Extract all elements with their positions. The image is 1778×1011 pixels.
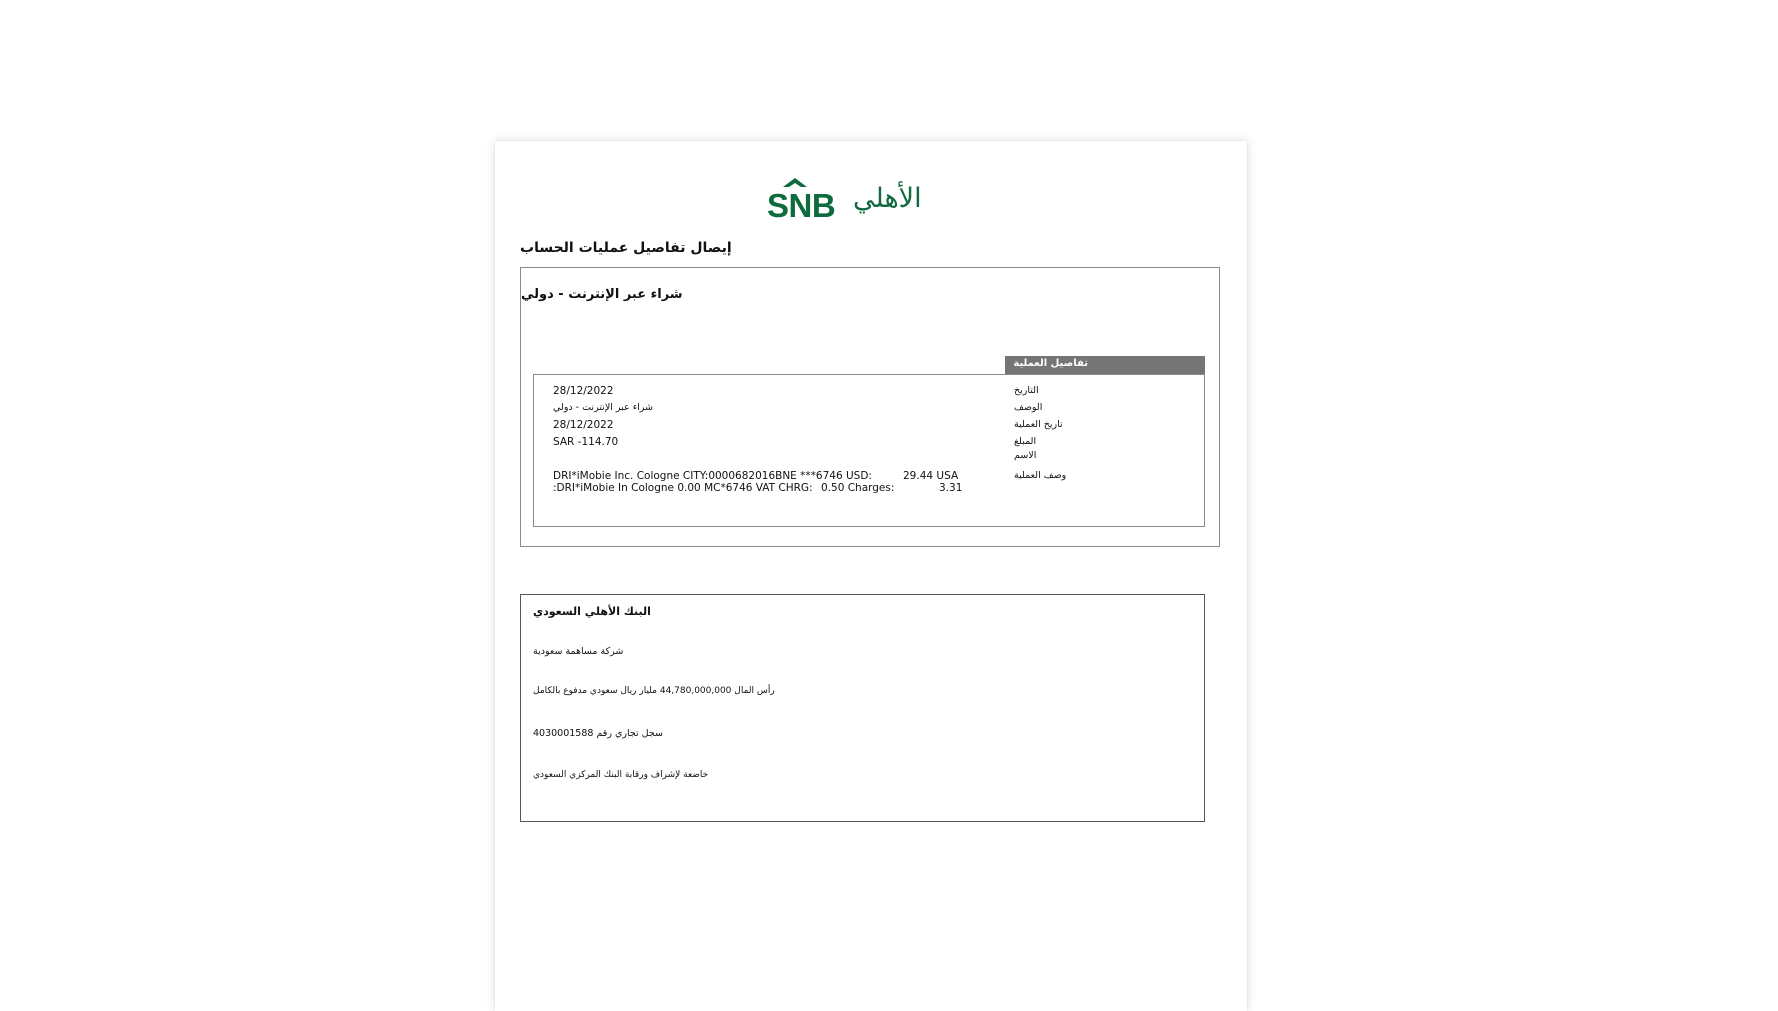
bank-company-type: شركة مساهمة سعودية bbox=[533, 646, 624, 657]
receipt-title: إيصال تفاصيل عمليات الحساب bbox=[520, 240, 732, 256]
transaction-desc-line2-charges: 0.50 Charges: bbox=[821, 482, 895, 494]
section-header-tab: تفاصيل العملية bbox=[1005, 356, 1205, 374]
description-label: الوصف bbox=[1014, 402, 1043, 413]
transaction-desc-line2-amount: 3.31 bbox=[939, 482, 963, 494]
bank-info-box bbox=[520, 594, 1205, 822]
name-label: الاسم bbox=[1014, 450, 1037, 461]
transaction-desc-line2: :DRI*iMobie In Cologne 0.00 MC*6746 VAT CHRG: bbox=[553, 482, 813, 494]
transaction-box bbox=[520, 267, 1220, 547]
transaction-desc-line1: DRI*iMobie Inc. Cologne CITY:0000682016BNE ***6746 USD: bbox=[553, 470, 872, 482]
amount-label: المبلغ bbox=[1014, 436, 1037, 447]
bank-regulator: خاضعة لإشراف ورقابة البنك المركزي السعودي bbox=[533, 770, 709, 780]
transaction-date-value: 28/12/2022 bbox=[553, 419, 614, 431]
bank-capital: رأس المال 44,780,000,000 مليار ريال سعودي مدفوع بالكامل bbox=[533, 686, 775, 696]
transaction-desc-label: وصف العملية bbox=[1014, 470, 1067, 481]
transaction-date-label: تاريخ العملية bbox=[1014, 419, 1063, 430]
transaction-type-heading: شراء عبر الإنترنت - دولي bbox=[521, 287, 683, 302]
logo-arabic-text: الأهلي bbox=[853, 183, 922, 214]
receipt-page bbox=[495, 141, 1247, 1011]
transaction-details-box bbox=[533, 374, 1205, 527]
date-value: 28/12/2022 bbox=[553, 385, 614, 397]
bank-cr-number: سجل تجاري رقم 4030001588 bbox=[533, 728, 663, 739]
date-label: التاريخ bbox=[1014, 385, 1039, 396]
amount-value: SAR -114.70 bbox=[553, 436, 619, 448]
description-value: شراء عبر الإنترنت - دولي bbox=[553, 402, 654, 413]
logo-latin-text: SNB bbox=[767, 187, 836, 224]
bank-name: البنك الأهلي السعودي bbox=[533, 605, 651, 618]
snb-logo bbox=[765, 173, 965, 223]
transaction-desc-line1-amount: 29.44 USA bbox=[903, 470, 959, 482]
